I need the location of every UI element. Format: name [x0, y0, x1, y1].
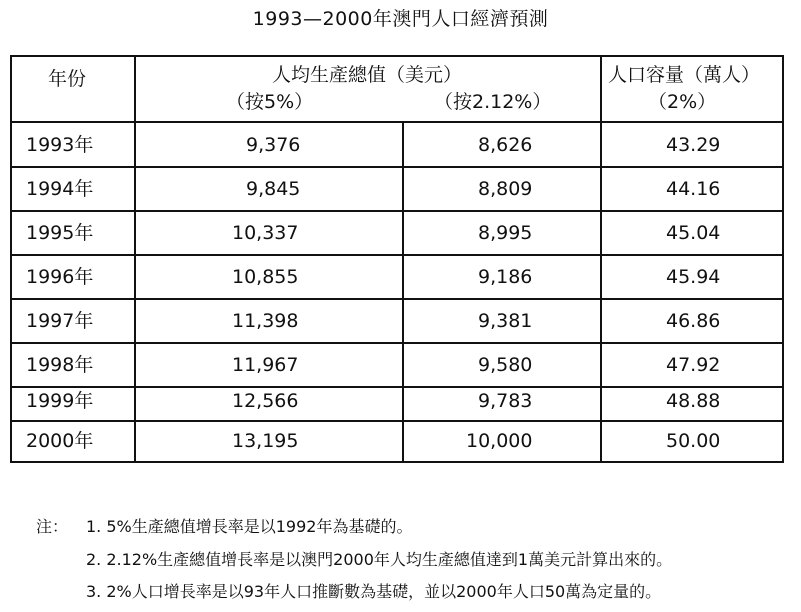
row-gdp-212: 9,381	[478, 310, 533, 332]
row-population: 50.00	[666, 430, 721, 452]
row-year: 1997年	[26, 310, 94, 332]
row-divider	[12, 121, 782, 123]
row-population: 45.04	[666, 222, 721, 244]
document-title: 1993—2000年澳門人口經濟預測	[252, 8, 549, 30]
column-divider	[134, 57, 136, 461]
row-population: 43.29	[666, 134, 721, 156]
notes-label: 注：	[36, 517, 69, 536]
row-population: 48.88	[666, 390, 721, 412]
row-population: 46.86	[666, 310, 721, 332]
row-population: 47.92	[666, 354, 721, 376]
row-gdp-212: 8,809	[478, 178, 533, 200]
row-gdp-5: 13,195	[232, 430, 299, 452]
row-divider	[12, 166, 782, 168]
row-divider	[12, 210, 782, 212]
header-year: 年份	[48, 68, 87, 90]
row-gdp-212: 8,626	[478, 134, 533, 156]
row-gdp-212: 9,783	[478, 390, 533, 412]
row-population: 44.16	[666, 178, 721, 200]
row-gdp-5: 10,337	[232, 222, 299, 244]
row-population: 45.94	[666, 266, 721, 288]
forecast-table	[10, 55, 784, 463]
note-item: 1. 5%生產總值增長率是以1992年為基礎的。	[86, 517, 413, 536]
row-year: 1995年	[26, 222, 94, 244]
header-population-rate: （2%）	[648, 91, 717, 113]
row-gdp-212: 10,000	[466, 430, 533, 452]
note-item: 3. 2%人口增長率是以93年人口推斷數為基礎，並以2000年人口50萬為定量的。	[86, 582, 662, 601]
row-gdp-212: 9,580	[478, 354, 533, 376]
header-gdp-per-capita: 人均生產總值（美元）	[272, 64, 463, 86]
row-divider	[12, 386, 782, 388]
row-gdp-5: 11,398	[232, 310, 299, 332]
row-divider	[12, 254, 782, 256]
row-divider	[12, 420, 782, 422]
column-divider	[600, 57, 602, 461]
row-year: 2000年	[26, 430, 94, 452]
row-gdp-5: 11,967	[232, 354, 299, 376]
column-divider	[402, 121, 404, 461]
row-divider	[12, 298, 782, 300]
row-year: 1993年	[26, 134, 94, 156]
row-gdp-5: 9,376	[246, 134, 301, 156]
header-population-capacity: 人口容量（萬人）	[608, 64, 761, 86]
row-gdp-5: 9,845	[246, 178, 301, 200]
row-gdp-5: 10,855	[232, 266, 299, 288]
row-year: 1999年	[26, 390, 94, 412]
row-year: 1996年	[26, 266, 94, 288]
row-gdp-5: 12,566	[232, 390, 299, 412]
header-rate-5: （按5%）	[226, 91, 314, 113]
row-year: 1998年	[26, 354, 94, 376]
row-year: 1994年	[26, 178, 94, 200]
row-gdp-212: 9,186	[478, 266, 533, 288]
row-divider	[12, 342, 782, 344]
header-rate-212: （按2.12%）	[434, 91, 552, 113]
row-gdp-212: 8,995	[478, 222, 533, 244]
note-item: 2. 2.12%生產總值增長率是以澳門2000年人均生產總值達到1萬美元計算出來的。	[86, 550, 673, 569]
